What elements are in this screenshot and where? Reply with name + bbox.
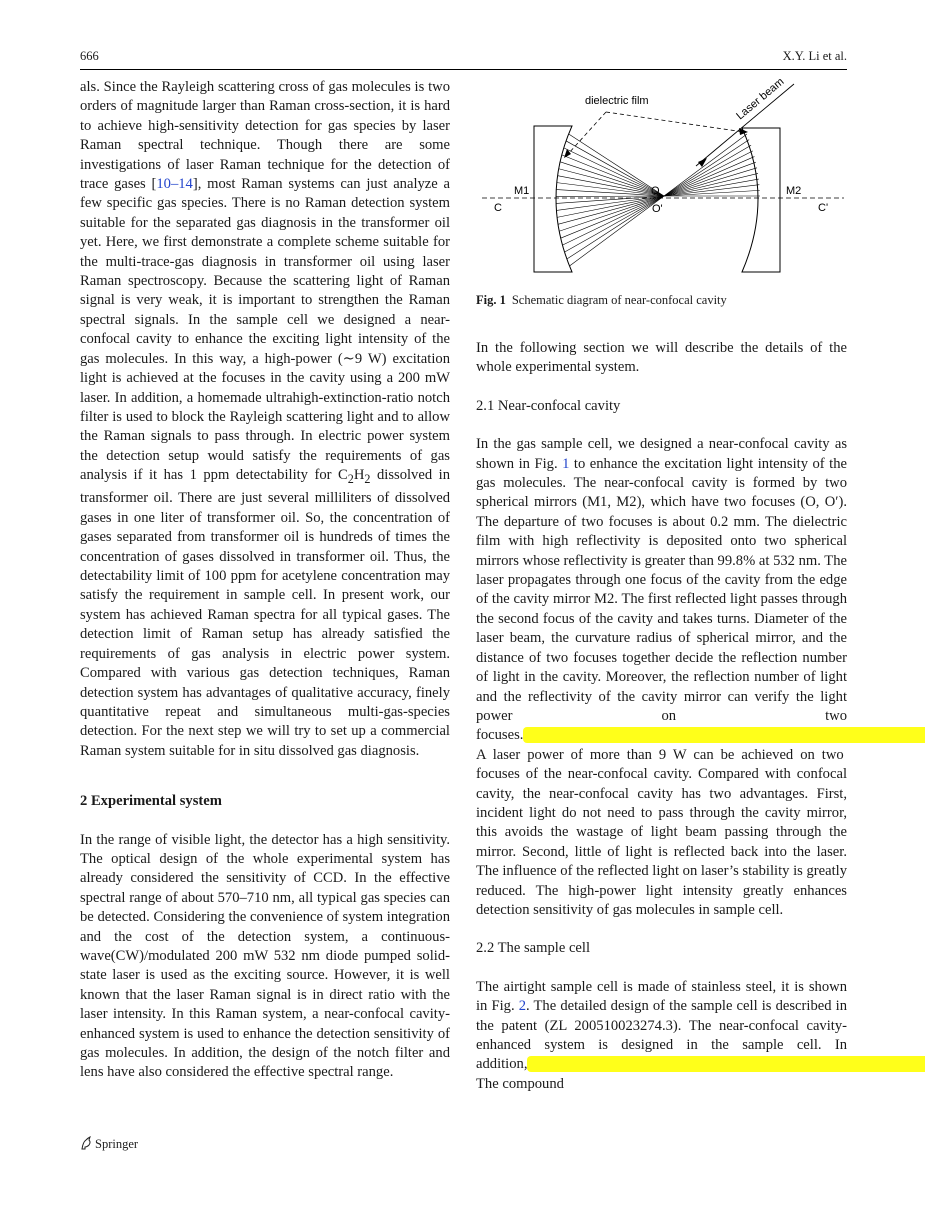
paragraph-sample-cell: The airtight sample cell is made of stainless steel, it is shown in Fig. 2. The detailed design of the sample cell is described in the patent (ZL 200510023274.3). The near-confocal cavity-enhanced system is designed in the sample cell. In addition, The compound [476, 978, 847, 1094]
figure-ref-1[interactable]: 1 [562, 455, 570, 472]
paragraph-following: In the following section we will describe the details of the whole experimental system. [476, 340, 847, 376]
paragraph-cavity: In the gas sample cell, we designed a near-confocal cavity as shown in Fig. 1 to enhance the excitation light intensity of the gas molecules. The near-confocal cavity is formed by two spherical mirrors (M1, M2), which have two focuses (O, O′). The departure of two focuses is about 0.2 mm. The dielectric film with high reflectivity is deposited onto two spherical mirrors whose reflectivity is greater than 99.8% at 532 nm. The laser propagates through one focus of the cavity from the edge of the cavity mirror M2. The first reflected light passes through the second focus of the cavity and takes turns. Diameter of the laser beam, the curvature radius of spherical mirror, and the distance of two focuses together decide the reflection number of light in the cavity. Moreover, the reflection number of light and the reflectivity of the cavity mirror can verify the light power on two focuses. A laser power of more than 9 W can be achieved on two focuses of the near-confocal cavity. Compared with confocal cavity, the near-confocal cavity has two advantages. First, incident light do not need to pass through the cavity mirror, this avoids the wastage of light beam passing through the mirror. Second, little of light is reflected back into the laser. The influence of the reflected light on laser’s stability is greatly reduced. The high-power light intensity greatly enhances detection sensitivity of gas molecules in sample cell. [476, 435, 847, 920]
label-dielectric-film: dielectric film [585, 95, 649, 107]
laser-beam-line [696, 84, 794, 166]
laser-arrow [698, 158, 707, 167]
running-authors: X.Y. Li et al. [782, 49, 847, 63]
film-pointer-left [568, 112, 606, 154]
mirror-m1 [534, 126, 572, 272]
film-arrow-left [564, 149, 571, 158]
page-footer [80, 1136, 138, 1152]
right-column [476, 339, 847, 1094]
label-o-prime: O' [652, 203, 663, 215]
paragraph-intro: als. Since the Rayleigh scattering cross of gas molecules is two orders of magnitude larger than Raman cross-section, it is hard to achieve high-sensitivity detection for gas species by laser Raman spectral technique. Though there are some investigations of laser Raman technique for the detection of trace gases [10–14], most Raman systems can just analyze a few specific gas species. There is no Raman detection system suitable for the separated gas diagnosis in the transformer oil yet. Here, we first demonstrate a complete scheme suitable for the multi-trace-gas diagnosis in transformer oil using laser Raman spectroscopy. Because the scattering light of Raman signal is very weak, it is important to strengthen the Raman spectral signals. In the sample cell we designed a near-confocal cavity to enhance the exciting light intensity of the gas molecules. In this way, a high-power (∼9 W) excitation light is achieved at the focuses in the cavity using a 200 mW laser. In addition, a homemade ultrahigh-extinction-ratio notch filter is used to block the Rayleigh scattering light and to allow the Raman signals to pass through. In electric power system the detection setup would satisfy the requirements of gas analysis if it has 1 ppm detectability for $C_2H_2$ dissolved in transformer oil. There are just several milliliters of dissolved gases in one liter of transformer oil. So, the concentration of gases separated from transformer oil is hundreds of times the concentration of gases dissolved in transformer oil. Thus, the detectability limit of 100 ppm for acetylene concentration may satisfy the requirement in sample cell. In present work, our system has achieved Raman spectra for all typical gases. The detection limit of Raman setup has already satisfied the requirements of gas analysis in electric power system. Compared with various gas detection techniques, Raman detection system has advantages of qualitative accuracy, finely quantitative repeat and simultaneous multi-gas-species detection. For the next step we will try to set up a commercial Raman system suitable for in situ dissolved gas diagnosis. [80, 79, 450, 759]
reflected-ray [664, 173, 758, 196]
film-pointer-right [606, 112, 744, 132]
figure-near-confocal-cavity [478, 74, 848, 288]
label-m1: M1 [514, 185, 530, 197]
figure-ref-2[interactable]: 2 [518, 998, 527, 1015]
redacted-highlight-2 [527, 1056, 925, 1072]
running-header [80, 49, 847, 70]
reflected-ray [564, 148, 664, 196]
section-heading: 2 Experimental system [80, 793, 222, 810]
figure-caption [476, 293, 727, 308]
subsection-heading-cavity: 2.1 Near-confocal cavity [476, 397, 621, 414]
reflected-ray [559, 169, 664, 196]
reflected-ray [564, 196, 664, 252]
redacted-highlight [523, 727, 925, 743]
page-number: 666 [80, 49, 99, 63]
reflected-ray [664, 162, 756, 196]
subsection-heading-sample-cell: 2.2 The sample cell [476, 940, 591, 957]
citation-link[interactable]: 10–14 [156, 176, 193, 193]
reflected-ray [556, 196, 664, 197]
publisher-name: Springer [95, 1137, 139, 1151]
caption-text: Schematic diagram of near-confocal cavity [511, 293, 727, 307]
label-c-prime: C' [818, 202, 829, 214]
reflected-ray [558, 196, 664, 224]
label-m2: M2 [786, 185, 802, 197]
paragraph-experimental: In the range of visible light, the detector has a high sensitivity. The optical design of the whole experimental system has already considered the sensitivity of CCD. In the effective spectral range of about 570–710 nm, all typical gas species can be detected. Considering the convenience of system integration and the cost of the detection system, a continuous-wave(CW)/modulated 200 mW 532 nm diode pumped solid-state laser is used as the exciting source. However, it is well known that the laser Raman signal is in direct ratio with the laser intensity. In this Raman system, a near-confocal cavity-enhanced system is used to enhance the detection sensitivity of gas molecules. In addition, the design of the notch filter and lens have also considered the effective spectral range. [80, 831, 450, 1081]
reflected-ray [562, 196, 664, 245]
mirror-m2 [742, 128, 780, 272]
cavity-diagram [478, 74, 848, 288]
label-o: O [651, 185, 660, 197]
reflected-ray [664, 151, 753, 196]
springer-horse-icon [80, 1136, 92, 1150]
label-laser-beam: Laser beam [734, 75, 787, 123]
reflection-fan [556, 134, 760, 266]
label-c: C [494, 202, 502, 214]
caption-label: Fig. 1 [476, 293, 506, 307]
left-column [80, 78, 450, 1083]
